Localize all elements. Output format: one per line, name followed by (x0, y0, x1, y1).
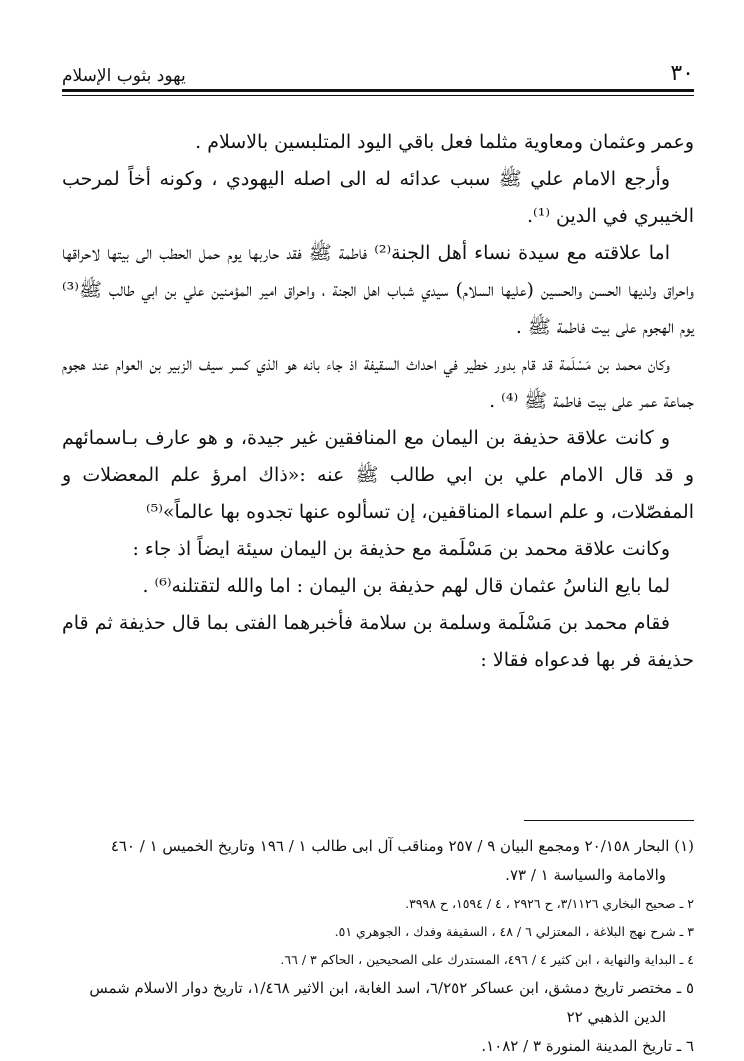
document-page (62, 52, 694, 1055)
footnote-5: ٥ ـ مختصر تاريخ دمشق، ابن عساكر ٦/٢٥٢، اسد الغابة، ابن الاثير ١/٤٦٨، تاريخ دوار الاسلام شمس الدين الذهبي ٢٢ (89, 979, 694, 1026)
body-text (62, 124, 694, 679)
footnote-4: ٤ ـ البداية والنهاية ، ابن كثير ٤ / ٤٩٦، المستدرك على الصحيحين ، الحاكم ٣ / ٦٦. (280, 952, 694, 967)
footnote-2: ٢ ـ صحيح البخاري ٣/١١٢٦، ح ٢٩٢٦ ، ٤ / ١٥٩٤، ح ٣٩٩٨. (405, 896, 694, 911)
paragraph: اما علاقته مع سيدة نساء أهل الجنة⁽²⁾ فاطمة ﷺ فقد حاربها يوم حمل الحطب الى بيتها لاحراقها واحراق ولديها الحسن والحسين (عليها السلام) سيدي شباب اهل الجنة ، واحراق امير المؤمنين علي بن ابي طالب ﷺ⁽³⁾ يوم الهجوم على بيت فاطمة ﷺ . (62, 242, 694, 338)
footnotes (62, 832, 694, 1061)
paragraph: لما بايع الناسُ عثمان قال لهم حذيفة بن اليمان : اما والله لتقتلنه⁽⁶⁾ . (142, 575, 670, 597)
page-number: ٣٠ (670, 61, 694, 86)
paragraph: و كانت علاقة حذيفة بن اليمان مع المنافقين غير جيدة، و هو عارف بـاسمائهم و قد قال الامام علي بن ابي طالب ﷺ عنه :«ذاك امرؤ علم المعضلات و المفصّلات، و علم اسماء المناقفين، إن تسألوه عنها تجدوه بها عالماً»⁽⁵⁾ (62, 427, 694, 523)
paragraph: وأرجع الامام علي ﷺ سبب عدائه له الى اصله اليهودي ، وكونه أخاً لمرحب الخيبري في الدين ⁽¹⁾. (62, 168, 694, 227)
paragraph: وكانت علاقة محمد بن مَسْلَمة مع حذيفة بن اليمان سيئة ايضاً اذ جاء : (132, 538, 670, 560)
page-header (62, 52, 694, 86)
paragraph: وعمر وعثمان ومعاوية مثلما فعل باقي اليود المتلبسين بالاسلام . (195, 131, 694, 153)
footnote-separator (524, 820, 694, 821)
paragraph: فقام محمد بن مَسْلَمة وسلمة بن سلامة فأخبرهما الفتى بما قال حذيفة ثم قام حذيفة فر بها فدعواه فقالا : (62, 612, 694, 671)
paragraph: وكان محمد بن مَسْلَمة قد قام بدور خطير في احداث السقيفة اذ جاء بانه هو الذي كسر سيف الزبير بن العوام عند هجوم جماعة عمر على بيت فاطمة ﷺ ⁽⁴⁾ . (62, 353, 694, 412)
header-rule-thick (62, 89, 694, 92)
header-rule-thin (62, 95, 694, 96)
footnote-6: ٦ ـ تاريخ المدينة المنورة ٣ / ١٠٨٢. (481, 1037, 694, 1055)
footnote-3: ٣ ـ شرح نهج البلاغة ، المعتزلي ٦ / ٤٨ ، السقيفة وفدك ، الجوهري ٥١. (334, 924, 694, 939)
footnote-1: (١) البحار ٢٠/١٥٨ ومجمع البيان ٩ / ٢٥٧ ومناقب آل ابى طالب ١ / ١٩٦ وتاريخ الخميس ١ / ٤٦٠ والامامة والسياسة ١ / ٧٣. (110, 837, 694, 884)
running-title: يهود بثوب الإسلام (62, 66, 186, 86)
